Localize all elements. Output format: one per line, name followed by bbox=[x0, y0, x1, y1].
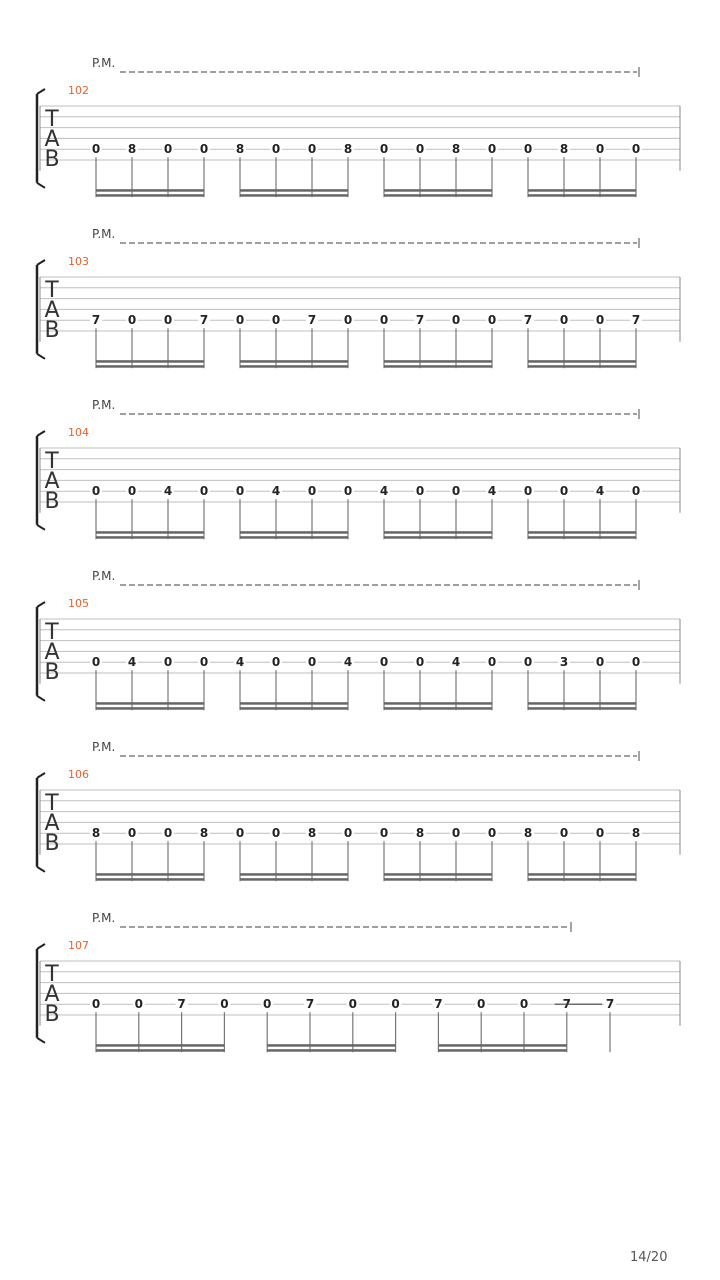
beam bbox=[96, 536, 204, 539]
beam bbox=[384, 878, 492, 881]
fret-number: 0 bbox=[127, 484, 137, 499]
fret-number: 0 bbox=[307, 142, 317, 157]
tab-clef-b: B bbox=[44, 147, 60, 172]
fret-number: 7 bbox=[605, 997, 615, 1012]
fret-number: 0 bbox=[379, 655, 389, 670]
bracket-bottom-hook bbox=[37, 696, 45, 701]
fret-number: 0 bbox=[379, 826, 389, 841]
page-number: 14/20 bbox=[630, 1250, 668, 1265]
fret-number: 0 bbox=[559, 484, 569, 499]
fret-number: 0 bbox=[477, 997, 486, 1012]
fret-number: 4 bbox=[451, 655, 461, 670]
measure-number: 104 bbox=[68, 426, 89, 439]
tab-clef-t: T bbox=[45, 278, 59, 303]
beam bbox=[384, 360, 492, 363]
fret-number: 0 bbox=[91, 484, 101, 499]
tab-clef-b: B bbox=[44, 318, 60, 343]
beam bbox=[528, 536, 636, 539]
fret-number: 0 bbox=[519, 997, 529, 1012]
beam bbox=[96, 194, 204, 197]
beam bbox=[384, 194, 492, 197]
fret-number: 0 bbox=[163, 655, 173, 670]
beam bbox=[240, 536, 348, 539]
fret-number: 7 bbox=[523, 313, 533, 328]
fret-number: 0 bbox=[199, 655, 209, 670]
tab-clef-b: B bbox=[44, 660, 60, 685]
fret-number: 0 bbox=[523, 655, 533, 670]
beam bbox=[267, 1044, 395, 1047]
fret-number: 0 bbox=[343, 313, 353, 328]
fret-number: 0 bbox=[523, 484, 533, 499]
beam bbox=[240, 194, 348, 197]
beam bbox=[528, 360, 636, 363]
tab-clef-b: B bbox=[44, 489, 60, 514]
beam bbox=[240, 707, 348, 710]
bracket-top-hook bbox=[37, 773, 45, 778]
beam bbox=[528, 194, 636, 197]
measure-number: 106 bbox=[68, 768, 89, 781]
fret-number: 0 bbox=[595, 313, 605, 328]
fret-number: 0 bbox=[348, 997, 357, 1012]
bracket-bottom-hook bbox=[37, 354, 45, 359]
beam bbox=[240, 360, 348, 363]
bracket-top-hook bbox=[37, 260, 45, 265]
beam bbox=[240, 189, 348, 192]
fret-number: 7 bbox=[562, 997, 571, 1012]
fret-number: 0 bbox=[271, 313, 281, 328]
palm-mute-label: P.M. bbox=[92, 740, 116, 754]
tab-clef-t: T bbox=[45, 791, 59, 816]
tab-clef-a: A bbox=[44, 982, 60, 1007]
fret-number: 8 bbox=[559, 142, 569, 157]
fret-number: 0 bbox=[451, 313, 461, 328]
fret-number: 0 bbox=[631, 655, 641, 670]
fret-number: 3 bbox=[559, 655, 569, 670]
bracket-bottom-hook bbox=[37, 1038, 45, 1043]
fret-number: 0 bbox=[451, 826, 461, 841]
tab-clef-a: A bbox=[44, 127, 60, 152]
beam bbox=[240, 878, 348, 881]
fret-number: 0 bbox=[451, 484, 461, 499]
tab-clef-t: T bbox=[45, 449, 59, 474]
beam bbox=[384, 873, 492, 876]
palm-mute-label: P.M. bbox=[92, 56, 116, 70]
fret-number: 0 bbox=[595, 655, 605, 670]
tab-clef-b: B bbox=[44, 831, 60, 856]
tab-clef-b: B bbox=[44, 1002, 60, 1027]
beam bbox=[96, 707, 204, 710]
fret-number: 0 bbox=[559, 826, 569, 841]
beam bbox=[96, 1044, 224, 1047]
fret-number: 8 bbox=[91, 826, 101, 841]
fret-number: 0 bbox=[235, 313, 245, 328]
fret-number: 0 bbox=[523, 142, 533, 157]
fret-number: 8 bbox=[415, 826, 425, 841]
fret-number: 0 bbox=[307, 655, 317, 670]
fret-number: 0 bbox=[91, 655, 101, 670]
beam bbox=[96, 873, 204, 876]
fret-number: 7 bbox=[91, 313, 101, 328]
beam bbox=[96, 365, 204, 368]
fret-number: 0 bbox=[391, 997, 400, 1012]
fret-number: 8 bbox=[235, 142, 245, 157]
beam bbox=[384, 365, 492, 368]
beam bbox=[384, 531, 492, 534]
fret-number: 0 bbox=[343, 826, 353, 841]
tab-clef-a: A bbox=[44, 469, 60, 494]
fret-number: 0 bbox=[91, 997, 101, 1012]
fret-number: 8 bbox=[451, 142, 461, 157]
beam bbox=[96, 360, 204, 363]
fret-number: 0 bbox=[127, 313, 137, 328]
fret-number: 0 bbox=[235, 826, 245, 841]
bracket-top-hook bbox=[37, 89, 45, 94]
beam bbox=[240, 365, 348, 368]
beam bbox=[528, 702, 636, 705]
bracket-bottom-hook bbox=[37, 867, 45, 872]
beam bbox=[528, 531, 636, 534]
fret-number: 0 bbox=[163, 826, 173, 841]
fret-number: 8 bbox=[523, 826, 533, 841]
tab-clef-a: A bbox=[44, 640, 60, 665]
fret-number: 0 bbox=[199, 142, 209, 157]
beam bbox=[96, 531, 204, 534]
tab-clef-t: T bbox=[45, 962, 59, 987]
fret-number: 0 bbox=[263, 997, 272, 1012]
fret-number: 0 bbox=[631, 484, 641, 499]
fret-number: 7 bbox=[305, 997, 315, 1012]
fret-number: 8 bbox=[127, 142, 137, 157]
fret-number: 0 bbox=[199, 484, 209, 499]
fret-number: 0 bbox=[271, 655, 281, 670]
fret-number: 0 bbox=[487, 826, 497, 841]
fret-number: 0 bbox=[595, 142, 605, 157]
tab-clef-a: A bbox=[44, 811, 60, 836]
tab-clef-t: T bbox=[45, 107, 59, 132]
palm-mute-label: P.M. bbox=[92, 911, 116, 925]
fret-number: 0 bbox=[631, 142, 641, 157]
fret-number: 8 bbox=[343, 142, 353, 157]
bracket-bottom-hook bbox=[37, 525, 45, 530]
bracket-top-hook bbox=[37, 602, 45, 607]
fret-number: 0 bbox=[379, 313, 389, 328]
fret-number: 0 bbox=[91, 142, 101, 157]
beam bbox=[240, 702, 348, 705]
beam bbox=[528, 878, 636, 881]
measure-number: 105 bbox=[68, 597, 89, 610]
bracket-top-hook bbox=[37, 944, 45, 949]
beam bbox=[384, 702, 492, 705]
fret-number: 0 bbox=[487, 313, 497, 328]
beam bbox=[240, 531, 348, 534]
beam bbox=[438, 1049, 566, 1052]
fret-number: 8 bbox=[199, 826, 209, 841]
fret-number: 0 bbox=[559, 313, 569, 328]
beam bbox=[240, 873, 348, 876]
measure-number: 107 bbox=[68, 939, 89, 952]
beam bbox=[96, 878, 204, 881]
bracket-top-hook bbox=[37, 431, 45, 436]
fret-number: 0 bbox=[487, 655, 497, 670]
fret-number: 0 bbox=[220, 997, 229, 1012]
palm-mute-label: P.M. bbox=[92, 398, 116, 412]
fret-number: 4 bbox=[127, 655, 137, 670]
fret-number: 7 bbox=[415, 313, 425, 328]
fret-number: 8 bbox=[631, 826, 641, 841]
beam bbox=[96, 1049, 224, 1052]
fret-number: 0 bbox=[127, 826, 137, 841]
fret-number: 0 bbox=[163, 313, 173, 328]
beam bbox=[384, 536, 492, 539]
fret-number: 4 bbox=[343, 655, 353, 670]
fret-number: 0 bbox=[163, 142, 173, 157]
beam bbox=[528, 365, 636, 368]
fret-number: 4 bbox=[595, 484, 605, 499]
beam bbox=[528, 189, 636, 192]
fret-number: 0 bbox=[415, 142, 425, 157]
fret-number: 7 bbox=[307, 313, 317, 328]
fret-number: 0 bbox=[595, 826, 605, 841]
fret-number: 8 bbox=[307, 826, 317, 841]
fret-number: 7 bbox=[177, 997, 186, 1012]
beam bbox=[438, 1044, 566, 1047]
beam bbox=[528, 707, 636, 710]
fret-number: 4 bbox=[163, 484, 173, 499]
beam bbox=[96, 702, 204, 705]
fret-number: 4 bbox=[379, 484, 389, 499]
fret-number: 0 bbox=[487, 142, 497, 157]
fret-number: 0 bbox=[235, 484, 245, 499]
fret-number: 4 bbox=[235, 655, 245, 670]
fret-number: 7 bbox=[434, 997, 443, 1012]
fret-number: 0 bbox=[343, 484, 353, 499]
measure-number: 103 bbox=[68, 255, 89, 268]
fret-number: 0 bbox=[307, 484, 317, 499]
beam bbox=[267, 1049, 395, 1052]
fret-number: 4 bbox=[487, 484, 497, 499]
palm-mute-label: P.M. bbox=[92, 569, 116, 583]
beam bbox=[384, 189, 492, 192]
fret-number: 7 bbox=[631, 313, 641, 328]
fret-number: 0 bbox=[415, 655, 425, 670]
fret-number: 0 bbox=[379, 142, 389, 157]
fret-number: 0 bbox=[271, 826, 281, 841]
fret-number: 0 bbox=[134, 997, 143, 1012]
beam bbox=[528, 873, 636, 876]
beam bbox=[96, 189, 204, 192]
tab-clef-a: A bbox=[44, 298, 60, 323]
measure-number: 102 bbox=[68, 84, 89, 97]
palm-mute-label: P.M. bbox=[92, 227, 116, 241]
tab-clef-t: T bbox=[45, 620, 59, 645]
fret-number: 0 bbox=[415, 484, 425, 499]
bracket-bottom-hook bbox=[37, 183, 45, 188]
fret-number: 0 bbox=[271, 142, 281, 157]
fret-number: 7 bbox=[199, 313, 209, 328]
fret-number: 4 bbox=[271, 484, 281, 499]
beam bbox=[384, 707, 492, 710]
